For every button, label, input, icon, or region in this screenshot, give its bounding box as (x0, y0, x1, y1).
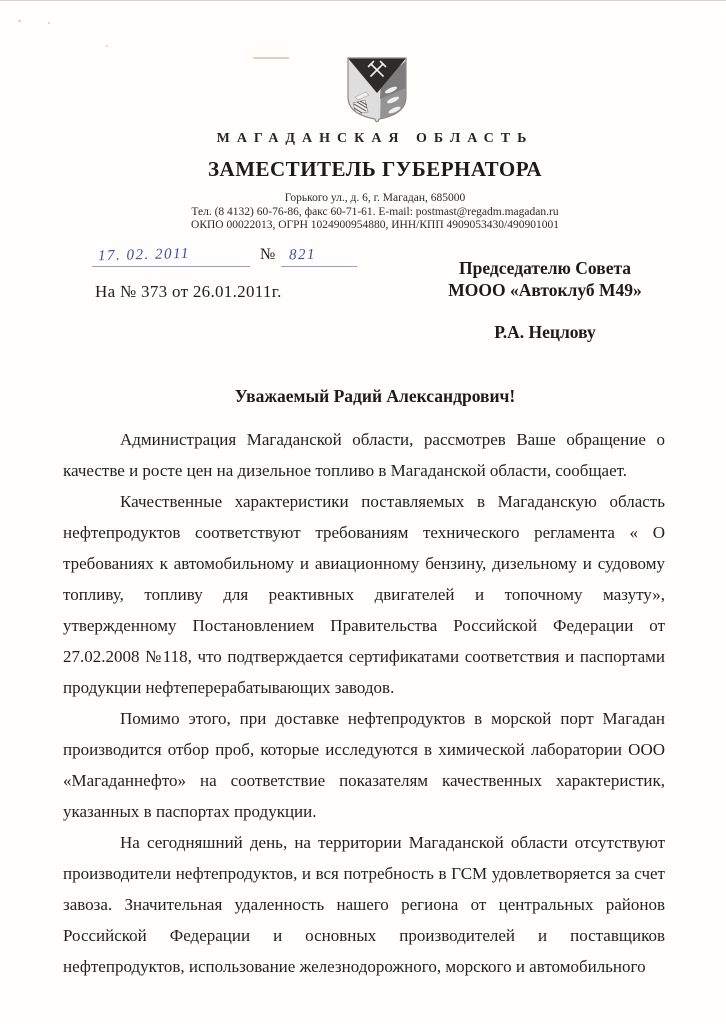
scan-edge-line (0, 0, 726, 1)
outgoing-date-handwritten: 17. 02. 2011 (97, 245, 191, 265)
addressee-line-1: Председателю Совета (458, 258, 632, 278)
salutation: Уважаемый Радий Александрович! (234, 386, 516, 406)
addressee-block (420, 257, 670, 343)
scan-artifact-line (253, 57, 289, 59)
phone-email-line: Тел. (8 4132) 60-76-86, факс 60-71-61. E-mail: postmast@regadm.magadan.ru (191, 205, 559, 218)
body-paragraph: Качественные характеристики поставляемых в Магаданскую область нефтепродуктов соответствуют требованиям технического регламента « О требованиях к автомобильному и авиационному бензину, дизельному и судовому топливу, топливу для реактивных двигателей и топочному мазуту», утвержденному Постановлением Правительства Российской Федерации от 27.02.2008 №118, что подтверждается сертификатами соответствия и паспортами продукции нефтеперерабатывающих заводов. (63, 492, 665, 697)
letter-body (63, 424, 665, 982)
sender-title: ЗАМЕСТИТЕЛЬ ГУБЕРНАТОРА (207, 157, 543, 181)
address-line: Горького ул., д. 6, г. Магадан, 685000 (284, 192, 466, 204)
addressee-name: Р.А. Нецлову (494, 322, 596, 342)
addressee-line-2: МООО «Автоклуб М49» (448, 280, 642, 300)
outgoing-date-field (92, 246, 250, 267)
body-paragraph: На сегодняшний день, на территории Магаданской области отсутствуют производители нефтепродуктов, и вся потребность в ГСМ удовлетворяется за счет завоза. Значительная удаленность нашего региона от центральных районов Российской Федерации и основных производителей и поставщиков нефтепродуктов, использование железнодорожного, морского и автомобильного (63, 833, 665, 976)
scan-speck (106, 45, 108, 47)
scan-speck (48, 22, 50, 24)
outgoing-number-handwritten: 821 (289, 246, 317, 264)
contact-block (0, 192, 726, 233)
outgoing-reference-row (92, 246, 372, 272)
region-name: МАГАДАНСКАЯ ОБЛАСТЬ (216, 131, 534, 146)
number-sign: № (260, 246, 276, 263)
magadan-coat-of-arms-icon (346, 57, 408, 123)
reply-reference: На № 373 от 26.01.2011г. (95, 282, 282, 301)
body-paragraph: Помимо этого, при доставке нефтепродуктов в морской порт Магадан производится отбор проб, которые исследуются в химической лаборатории ООО «Магаданнефто» на соответствие показателям качественных характеристик, указанных в паспортах продукции. (63, 709, 665, 821)
outgoing-number-field (281, 246, 357, 267)
codes-line: ОКПО 00022013, ОГРН 1024900954880, ИНН/КПП 4909053430/490901001 (191, 219, 559, 231)
body-paragraph: Администрация Магаданской области, рассмотрев Ваше обращение о качестве и росте цен на дизельное топливо в Магаданской области, сообщает. (63, 430, 665, 480)
scan-speck (18, 20, 21, 22)
